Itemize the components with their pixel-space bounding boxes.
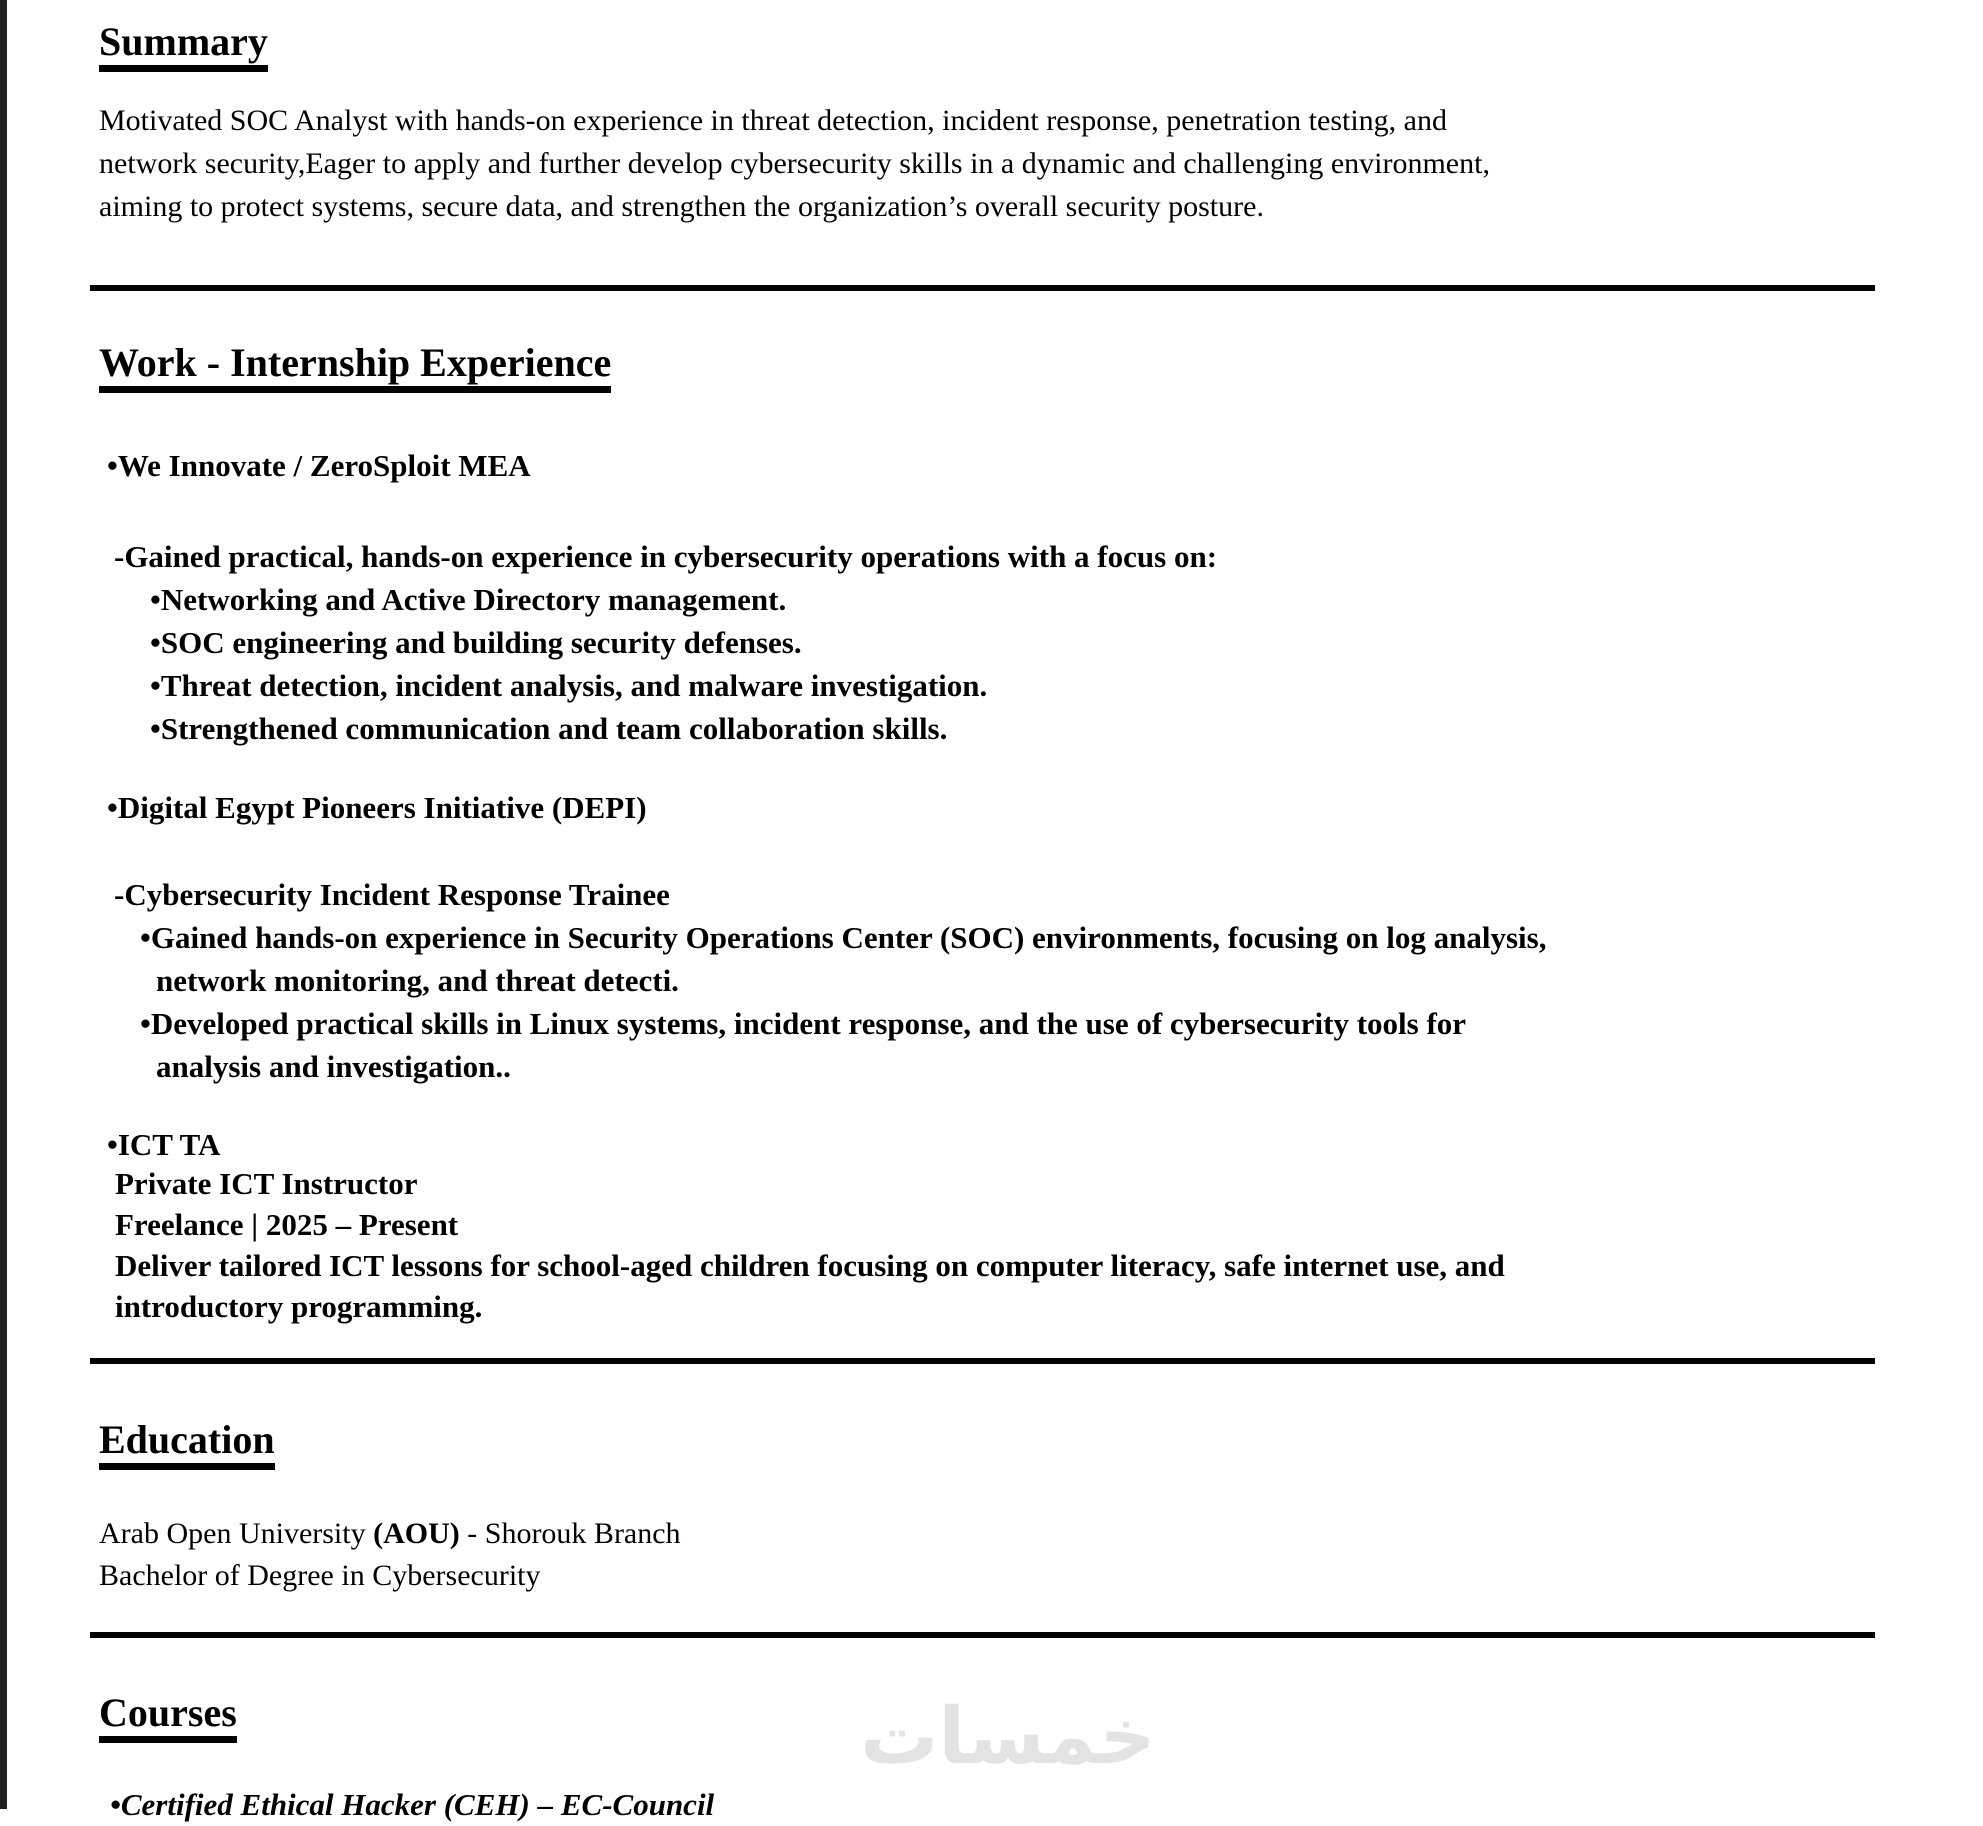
school-abbreviation: (AOU) [373,1517,460,1550]
courses-heading-text: Courses [99,1693,237,1743]
education-heading-text: Education [99,1420,275,1470]
job-bullet: •Developed practical skills in Linux systems, incident response, and the use of cybersecurity tools for [140,1006,1467,1041]
resume-document [90,0,1875,1826]
work-section-heading [90,340,1875,393]
summary-line: network security,Eager to apply and further develop cybersecurity skills in a dynamic and challenging environment, [99,147,1490,180]
job-entry-we-innovate [90,448,1875,750]
section-divider [90,1632,1875,1638]
job-bullet-continuation: analysis and investigation.. [156,1049,511,1084]
job-description-line: introductory programming. [115,1289,483,1324]
school-branch: - Shorouk Branch [459,1517,681,1550]
job-bullet: •Networking and Active Directory management. [150,582,787,617]
job-entry-depi [90,790,1875,1088]
school-name: Arab Open University [99,1517,374,1550]
work-heading-text: Work - Internship Experience [99,343,611,393]
summary-section-heading [90,19,1875,72]
summary-line: aiming to protect systems, secure data, and strengthen the organization’s overall security posture. [99,190,1264,223]
job-description-line: Deliver tailored ICT lessons for school-aged children focusing on computer literacy, safe internet use, and [115,1248,1505,1283]
job-role: Private ICT Instructor [115,1166,418,1201]
job-company: •Digital Egypt Pioneers Initiative (DEPI) [107,790,647,825]
job-bullet: •Strengthened communication and team collaboration skills. [150,711,948,746]
job-bullet: •Gained hands-on experience in Security Operations Center (SOC) environments, focusing on log analysis, [140,920,1547,955]
job-entry-ict-ta [90,1127,1875,1327]
course-item: •Certified Ethical Hacker (CEH) – EC-Council [110,1787,715,1822]
education-school-line [90,1513,1875,1555]
job-bullet-continuation: network monitoring, and threat detecti. [156,963,679,998]
section-divider [90,285,1875,291]
left-edge-bar [0,0,7,1809]
education-entry [90,1513,1875,1597]
summary-heading-text: Summary [99,22,268,72]
job-dates: Freelance | 2025 – Present [115,1207,459,1242]
job-company: •ICT TA [107,1127,221,1162]
job-lead: -Cybersecurity Incident Response Trainee [114,877,670,912]
job-lead: -Gained practical, hands-on experience in cybersecurity operations with a focus on: [114,539,1218,574]
job-bullet: •Threat detection, incident analysis, and malware investigation. [150,668,988,703]
summary-line: Motivated SOC Analyst with hands-on experience in threat detection, incident response, penetration testing, and [99,104,1447,137]
education-section-heading [90,1417,1875,1470]
section-divider [90,1358,1875,1364]
job-bullet: •SOC engineering and building security defenses. [150,625,802,660]
job-company: •We Innovate / ZeroSploit MEA [107,448,531,483]
khamsat-watermark: خمسات [860,1692,1156,1782]
education-degree-line: Bachelor of Degree in Cybersecurity [99,1559,541,1592]
summary-paragraph [90,99,1875,228]
